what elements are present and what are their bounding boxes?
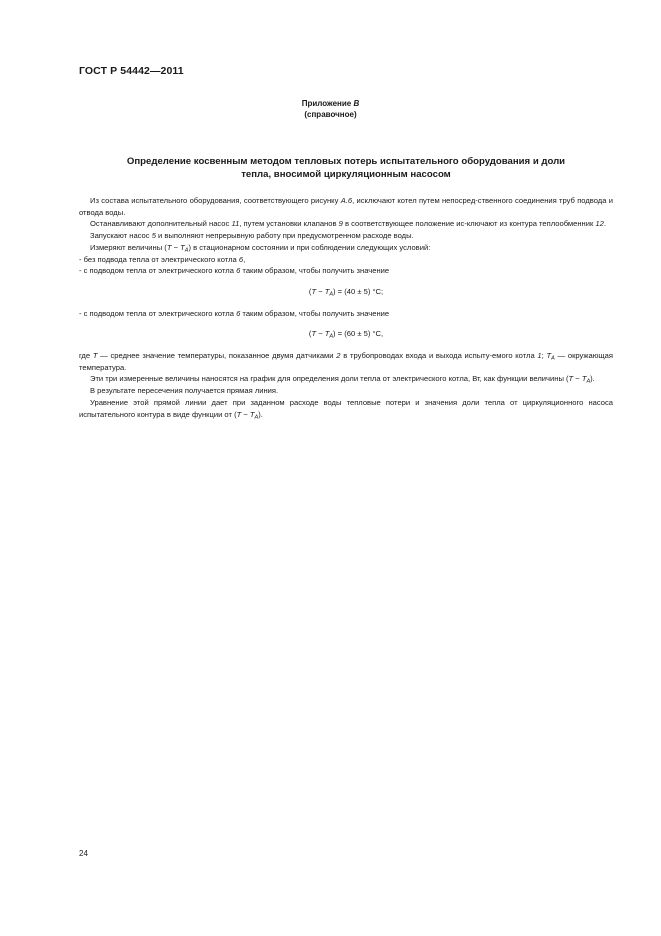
page-number: 24 (79, 849, 88, 858)
equation: $(T - T_A) = (60 \pm 5)$ °C, (308, 329, 384, 340)
paragraph: Уравнение этой прямой линии дает при заданном расходе воды тепловые потери и значения доли тепла от циркуляционного насоса испытательного контура в виде функции от $(T - T_A)$. (79, 397, 613, 421)
section-title-line-1: Определение косвенным методом тепловых потерь испытательного оборудования и доли (126, 156, 566, 167)
list-item: - с подводом тепла от электрического котла 6 таким образом, чтобы получить значение (79, 308, 390, 318)
body-text (79, 195, 613, 420)
paragraph: Запускают насос 5 и выполняют непрерывную работу при предусмотренном расходе воды. (90, 231, 414, 241)
paragraph: В результате пересечения получается прямая линия. (90, 386, 279, 396)
paragraph: Из состава испытательного оборудования, соответствующего рисунку А.6, исключают котел путем непосред-ственного соединения труб подвода и отвода воды. (79, 196, 613, 217)
section-title-line-2: тепла, вносимой циркуляционным насосом (241, 169, 451, 180)
appendix-label: Приложение В (301, 99, 360, 108)
paragraph: Эти три измеренные величины наносятся на график для определения доли тепла от электрического котла, Вт, как функции величины $(T - T_A)$. (90, 374, 595, 385)
where-clause: где T — среднее значение температуры, показанное двумя датчиками 2 в трубопроводах входа и выхода испыту-емого котла 1; $T_A$ — окружающая температура. (79, 351, 613, 372)
paragraph: Измеряют величины $(T - T_A)$ в стационарном состоянии и при соблюдении следующих условий: (90, 242, 431, 254)
list-item: - с подводом тепла от электрического котла 6 таким образом, чтобы получить значение (79, 266, 390, 276)
standard-id: ГОСТ Р 54442—2011 (79, 65, 184, 77)
equation: $(T - T_A) = (40 \pm 5)$ °C; (308, 286, 384, 298)
list-item: - без подвода тепла от электрического котла 6, (79, 254, 246, 264)
paragraph: Останавливают дополнительный насос 11, путем установки клапанов 9 в соответствующее положение ис-ключают из контура теплообменник 12. (90, 219, 606, 229)
appendix-kind: (справочное) (304, 110, 357, 119)
section-title (79, 155, 613, 181)
